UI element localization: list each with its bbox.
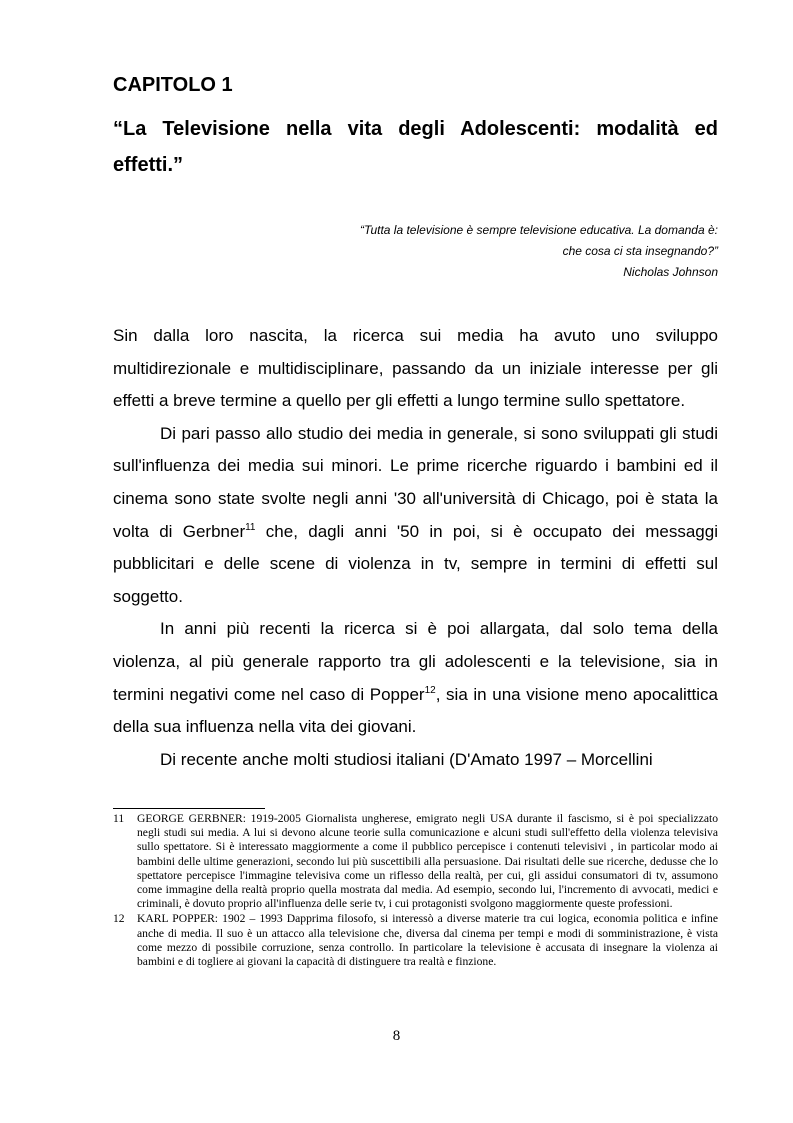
chapter-label: CAPITOLO 1 — [113, 74, 233, 96]
paragraph-3-text-a: In anni più recenti la ricerca si è poi allargata, dal solo tema della violenza, al più generale rapporto tra gli adolescenti e la televisione, sia in termini negativi come nel caso di Popper — [113, 619, 718, 704]
footnote-number: 11 — [113, 812, 125, 825]
footnote-separator — [113, 808, 265, 809]
footnote-11 — [113, 812, 718, 911]
footnote-number: 12 — [113, 912, 125, 926]
epigraph-line-1: “Tutta la televisione è sempre televisione educativa. La domanda è: — [360, 223, 718, 237]
epigraph-line-2: che cosa ci sta insegnando?” — [562, 244, 718, 258]
paragraph-2-text-b: che, dagli anni '50 in poi, si è occupato dei messaggi pubblicitari e delle scene di violenza in tv, sempre in termini di effetti sul soggetto. — [113, 521, 718, 606]
chapter-title: “La Televisione nella vita degli Adolescenti: modalità ed effetti.” — [113, 118, 718, 176]
paragraph-1: Sin dalla loro nascita, la ricerca sui media ha avuto uno sviluppo multidirezionale e multidisciplinare, passando da un iniziale interesse per gli effetti a breve termine a quello per gli effetti a lungo termine sullo spettatore. — [113, 326, 718, 411]
footnotes — [113, 812, 718, 970]
paragraph-2 — [113, 418, 718, 614]
body-text — [113, 320, 718, 776]
footnote-ref-11[interactable]: 11 — [245, 521, 256, 533]
footnote-12 — [113, 912, 718, 969]
paragraph-3 — [113, 613, 718, 743]
paragraph-3-text-b: , sia in una visione meno apocalittica della sua influenza nella vita dei giovani. — [113, 684, 718, 737]
footnote-ref-12[interactable]: 12 — [424, 684, 436, 696]
footnote-text: GEORGE GERBNER: 1919-2005 Giornalista ungherese, emigrato negli USA durante il fascismo, si è poi specializzato negli studi sui media. A lui si devono alcune teorie sulla comunicazione e alcuni studi sull'effetto della violenza televisiva sullo spettatore. Si è interessato maggiormente a come il pubblico percepisce i contenuti televisivi , in particolar modo ai bambini delle ultime generazioni, secondo lui più suscettibili alla persuasione. Dai risultati delle sue ricerche, dedusse che lo spettatore percepisce l'immagine televisiva come un riflesso della realtà, per cui, gli assidui consumatori di tv, assumono come immagine della realtà proprio quella mostrata dal media. Ad esempio, secondo lui, l'incremento di avvocati, medici e criminali, è dovuto proprio all'influenza delle serie tv, i cui protagonisti svolgono maggiormente queste professioni. — [137, 812, 718, 911]
paragraph-4: Di recente anche molti studiosi italiani (D'Amato 1997 – Morcellini — [160, 749, 653, 769]
epigraph-author: Nicholas Johnson — [623, 265, 718, 279]
epigraph — [360, 220, 718, 283]
footnote-text: KARL POPPER: 1902 – 1993 Dapprima filosofo, si interessò a diverse materie tra cui logica, economia politica e infine anche di media. Il suo è un attacco alla televisione che, diversa dal cinema per tempi e modi di somministrazione, è vista come mezzo di possibile corruzione, senza controllo. In particolare la televisione è accusata di insegnare la violenza ai bambini e di togliere ai giovani la capacità di distinguere tra realtà e finzione. — [137, 912, 718, 969]
paragraph-2-text-a: Di pari passo allo studio dei media in generale, si sono sviluppati gli studi sull'influenza dei media sui minori. Le prime ricerche riguardo i bambini ed il cinema sono state svolte negli anni '30 all'università di Chicago, poi è stata la volta di Gerbner — [113, 423, 718, 541]
page-number: 8 — [392, 1028, 401, 1044]
